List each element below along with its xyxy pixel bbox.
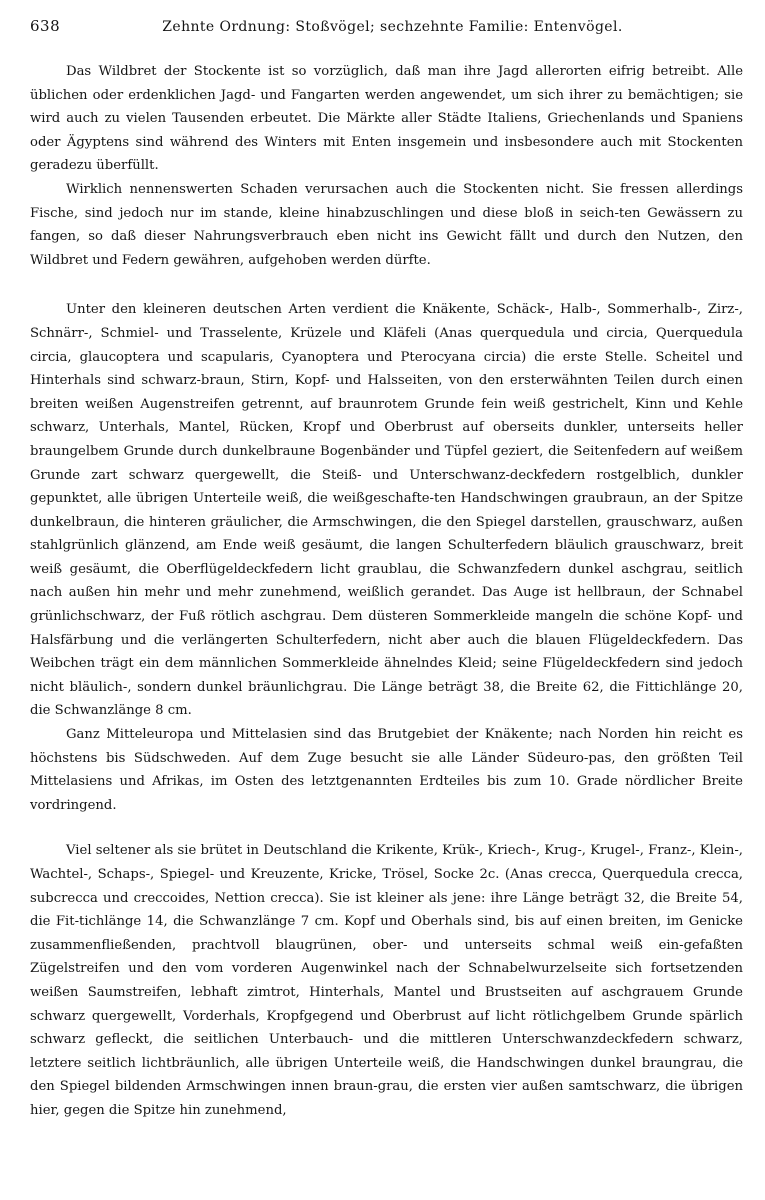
page-number: 638 <box>30 17 61 35</box>
paragraph-krikente-beschreibung: Viel seltener als sie brütet in Deutschland die Krikente, Krük-, Kriech-, Krug-, Krugel-, Franz-, Klein-, Wachtel-, Schaps-, Spiegel- und Kreuzente, Kricke, Trösel, Socke 2c. (Anas crecca, Querquedula crecca, subcrecca und creccoides, Nettion crecca). Sie ist kleiner als jene: ihre Länge beträgt 32, die Breite 54, die Fit-tichlänge 14, die Schwanzlänge 7 cm. Kopf und Oberhals sind, bis auf einen breiten, im Genicke zusammenfließenden, prachtvoll blaugrünen, ober- und unterseits schmal weiß ein-gefaßten Zügelstreifen und den vom vorderen Augenwinkel nach der Schnabelwurzelseite sich fortsetzenden weißen Saumstreifen, lebhaft zimtrot, Hinterhals, Mantel und Brustseiten auf aschgrauem Grunde schwarz quergewellt, Vorderhals, Kropfgegend und Oberbrust auf licht rötlichgelbem Grunde spärlich schwarz gefleckt, die seitlichen Unterbauch- und die mittleren Unterschwanzdeckfedern schwarz, letztere seitlich lichtbräunlich, alle übrigen Unterteile weiß, die Handschwingen dunkel braungrau, die den Spiegel bildenden Armschwingen innen braun-grau, die ersten vier außen samtschwarz, die übrigen hier, gegen die Spitze hin zunehmend, <box>30 843 743 1118</box>
body-text <box>30 60 743 1123</box>
paragraph-stockente-jagd: Das Wildbret der Stockente ist so vorzüglich, daß man ihre Jagd allerorten eifrig betreibt. Alle üblichen oder erdenklichen Jagd- und Fangarten werden angewendet, um sich ihrer zu bemächtigen; sie wird auch zu vielen Tausenden erbeutet. Die Märkte aller Städte Italiens, Griechenlands und Spaniens oder Ägyptens sind während des Winters mit Enten insgemein und insbesondere auch mit Stockenten geradezu überfüllt. <box>30 64 743 174</box>
paragraph-stockente-schaden: Wirklich nennenswerten Schaden verursachen auch die Stockenten nicht. Sie fressen allerdings Fische, sind jedoch nur im stande, kleine hinabzuschlingen und diese bloß in seich-ten Gewässern zu fangen, so daß dieser Nahrungsverbrauch eben nicht ins Gewicht fällt und durch den Nutzen, den Wildbret und Federn gewähren, aufgehoben werden dürfte. <box>30 181 743 268</box>
paragraph-knaekente-beschreibung: Unter den kleineren deutschen Arten verdient die Knäkente, Schäck-, Halb-, Sommerhalb-, Zirz-, Schnärr-, Schmiel- und Trasselente, Krüzele und Kläfeli (Anas querquedula und circia, Querquedula circia, glaucoptera und scapularis, Cyanoptera und Pterocyana circia) die erste Stelle. Scheitel und Hinterhals sind schwarz-braun, Stirn, Kopf- und Halsseiten, von den ersterwähnten Teilen durch einen breiten weißen Augenstreifen getrennt, auf braunrotem Grunde fein weiß gestrichelt, Kinn und Kehle schwarz, Unterhals, Mantel, Rücken, Kropf und Oberbrust auf oberseits dunkler, unterseits heller braungelbem Grunde durch dunkelbraune Bogenbänder und Tüpfel geziert, die Seitenfedern auf weißem Grunde zart schwarz quergewellt, die Steiß- und Unterschwanz-deckfedern rostgelblich, dunkler gepunktet, alle übrigen Unterteile weiß, die weißgeschafte-ten Handschwingen graubraun, an der Spitze dunkelbraun, die hinteren gräulicher, die Armschwingen, die den Spiegel darstellen, grauschwarz, außen stahlgrünlich glänzend, am Ende weiß gesäumt, die langen Schulterfedern bläulich grauschwarz, breit weiß gesäumt, die Oberflügeldeckfedern licht graublau, die Schwanzfedern dunkel aschgrau, seitlich nach außen hin mehr und mehr zunehmend, weißlich gerandet. Das Auge ist hellbraun, der Schnabel grünlichschwarz, der Fuß rötlich aschgrau. Dem düsteren Sommerkleide mangeln die schöne Kopf- und Halsfärbung und die verlängerten Schulterfedern, nicht aber auch die blauen Flügeldeckfedern. Das Weibchen trägt ein dem männlichen Sommerkleide ähnelndes Kleid; seine Flügeldeckfedern sind jedoch nicht bläulich-, sondern dunkel bräunlichgrau. Die Länge beträgt 38, die Breite 62, die Fittichlänge 20, die Schwanzlänge 8 cm. <box>30 302 743 719</box>
running-header <box>30 16 743 50</box>
paragraph-knaekente-verbreitung: Ganz Mitteleuropa und Mittelasien sind das Brutgebiet der Knäkente; nach Norden hin reicht es höchstens bis Südschweden. Auf dem Zuge besucht sie alle Länder Südeuro-pas, den größten Teil Mittelasiens und Afrikas, im Osten des letztgenannten Erdteiles bis zum 10. Grade nördlicher Breite vordringend. <box>30 727 743 813</box>
running-title: Zehnte Ordnung: Stoßvögel; sechzehnte Familie: Entenvögel. <box>162 19 623 35</box>
